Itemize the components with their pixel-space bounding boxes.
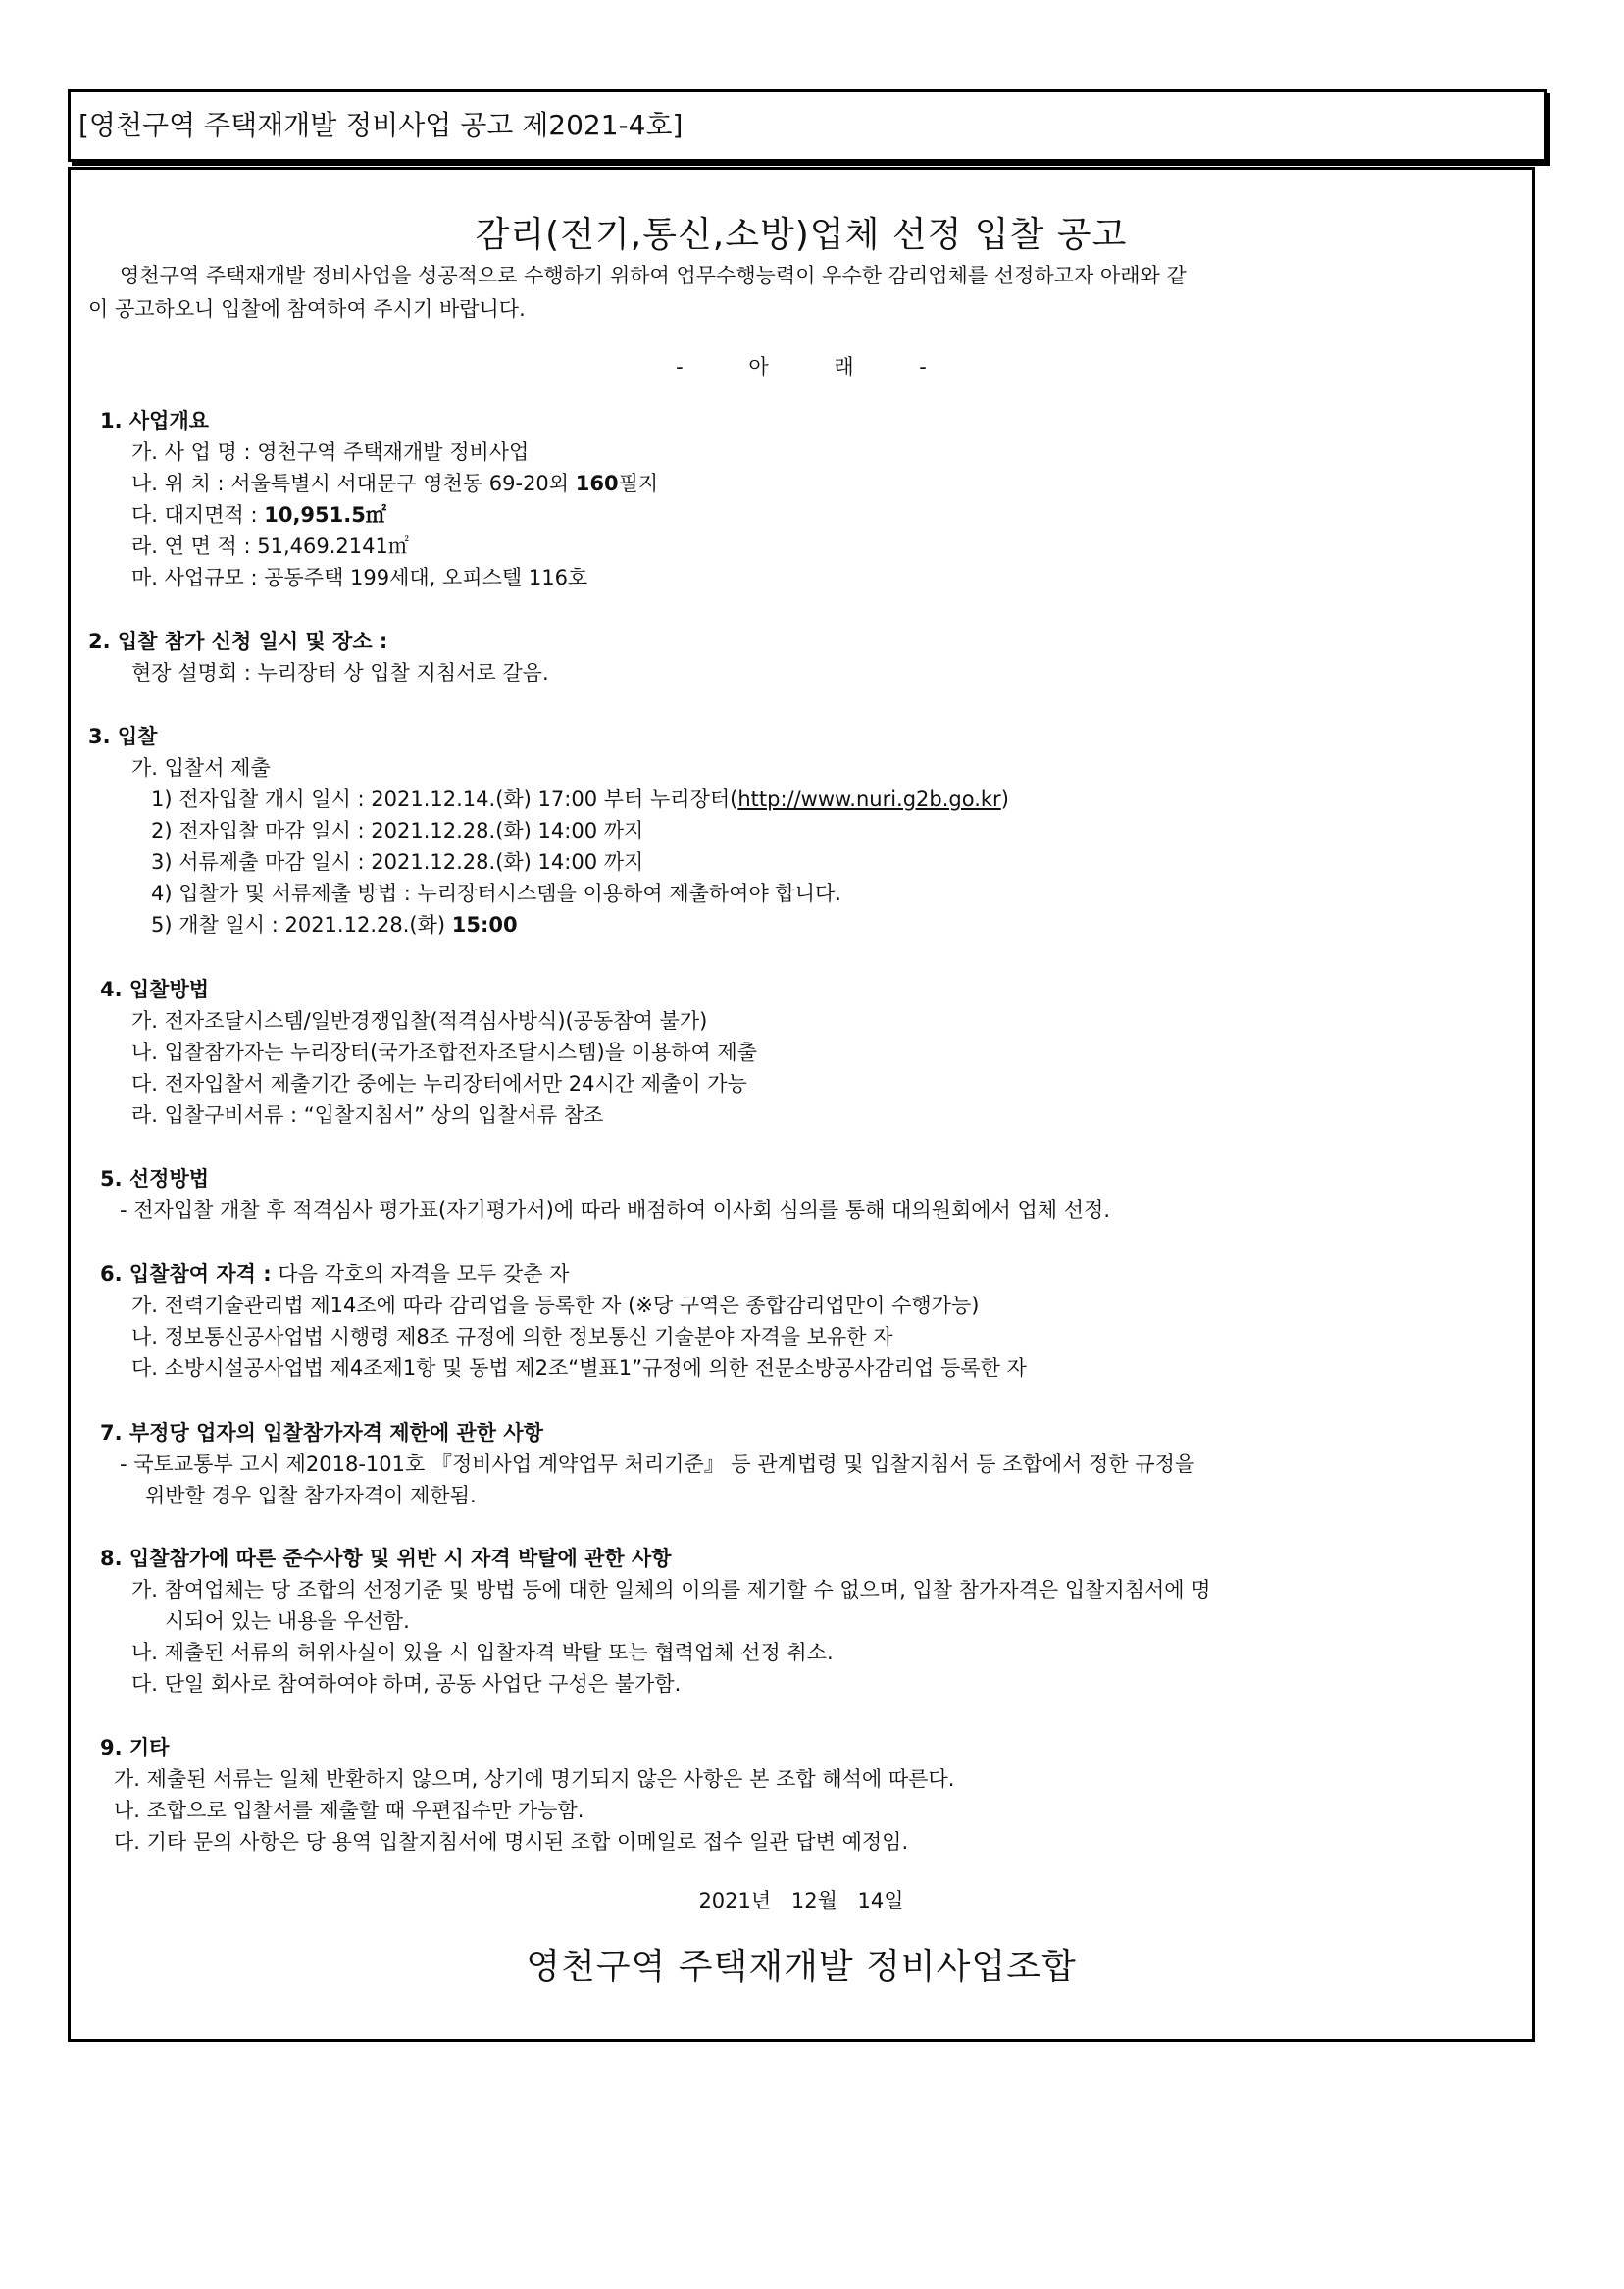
section-1-heading: 1. 사업개요	[100, 409, 210, 432]
section-5-heading: 5. 선정방법	[100, 1167, 210, 1191]
s4-item-ga: 가. 전자조달시스템/일반경쟁입찰(적격심사방식)(공동참여 불가)	[131, 1009, 708, 1033]
s3-item-ga: 가. 입찰서 제출	[131, 756, 271, 780]
s3-item-1-close: )	[1000, 788, 1009, 811]
s6-item-da: 다. 소방시설공사업법 제4조제1항 및 동법 제2조“별표1”규정에 의한 전문소방공사감리업 등록한 자	[131, 1356, 1027, 1380]
s2-body: 현장 설명회 : 누리장터 상 입찰 지침서로 갈음.	[131, 661, 549, 685]
s3-item-1-text: 1) 전자입찰 개시 일시 : 2021.12.14.(화) 17:00 부터 누리장터(	[151, 788, 738, 811]
s1-na-text: 나. 위 치 : 서울특별시 서대문구 영천동 69-20외	[131, 472, 576, 495]
section-8-heading: 8. 입찰참가에 따른 준수사항 및 위반 시 자격 박탈에 관한 사항	[100, 1547, 672, 1570]
arae-heading: - 아 래 -	[676, 355, 927, 379]
s5-body: - 전자입찰 개찰 후 적격심사 평가표(자기평가서)에 따라 배점하여 이사회 심의를 통해 대의원회에서 업체 선정.	[120, 1198, 1110, 1222]
s8-item-ga-2: 시되어 있는 내용을 우선함.	[165, 1609, 410, 1633]
s1-na-bold: 160	[575, 472, 619, 495]
section-9-heading: 9. 기타	[100, 1736, 170, 1759]
s3-item-5-text: 5) 개찰 일시 : 2021.12.28.(화)	[151, 913, 452, 937]
section-4-heading: 4. 입찰방법	[100, 978, 210, 1001]
s3-item-5	[151, 909, 518, 941]
s6-heading-bold: 6. 입찰참여 자격 :	[100, 1262, 272, 1286]
s8-item-da: 다. 단일 회사로 참여하여야 하며, 공동 사업단 구성은 불가함.	[131, 1672, 682, 1696]
s1-item-ma: 마. 사업규모 : 공동주택 199세대, 오피스텔 116호	[131, 566, 588, 589]
s4-item-ra: 라. 입찰구비서류 : “입찰지침서” 상의 입찰서류 참조	[131, 1103, 604, 1127]
notice-frame	[68, 167, 1535, 2042]
s1-item-ga: 가. 사 업 명 : 영천구역 주택재개발 정비사업	[131, 440, 530, 464]
section-3-heading: 3. 입찰	[88, 725, 158, 748]
notice-number: [영천구역 주택재개발 정비사업 공고 제2021-4호]	[78, 109, 684, 141]
intro-line-2: 이 공고하오니 입찰에 참여하여 주시기 바랍니다.	[88, 297, 526, 321]
s9-item-da: 다. 기타 문의 사항은 당 용역 입찰지침서에 명시된 조합 이메일로 접수 일관 답변 예정임.	[114, 1830, 909, 1854]
s3-item-2: 2) 전자입찰 마감 일시 : 2021.12.28.(화) 14:00 까지	[151, 819, 644, 842]
s8-item-na: 나. 제출된 서류의 허위사실이 있을 시 입찰자격 박탈 또는 협력업체 선정 취소.	[131, 1641, 834, 1664]
s1-na-post: 필지	[618, 472, 659, 495]
nuri-link[interactable]: http://www.nuri.g2b.go.kr	[737, 788, 1001, 811]
s3-item-4: 4) 입찰가 및 서류제출 방법 : 누리장터시스템을 이용하여 제출하여야 합니다.	[151, 882, 841, 905]
s1-da-text: 다. 대지면적 :	[131, 503, 265, 527]
s4-item-na: 나. 입찰참가자는 누리장터(국가조합전자조달시스템)을 이용하여 제출	[131, 1041, 758, 1064]
section-7-heading: 7. 부정당 업자의 입찰참가자격 제한에 관한 사항	[100, 1421, 543, 1445]
issuer-organization: 영천구역 주택재개발 정비사업조합	[526, 1947, 1077, 1987]
s8-item-ga-1: 가. 참여업체는 당 조합의 선정기준 및 방법 등에 대한 일체의 이의를 제기할 수 없으며, 입찰 참가자격은 입찰지침서에 명	[131, 1578, 1211, 1602]
notice-date: 2021년 12월 14일	[698, 1889, 904, 1912]
s3-item-5-time: 15:00	[451, 913, 518, 937]
intro-line-1: 영천구역 주택재개발 정비사업을 성공적으로 수행하기 위하여 업무수행능력이 우수한 감리업체를 선정하고자 아래와 같	[120, 264, 1187, 287]
s6-item-na: 나. 정보통신공사업법 시행령 제8조 규정에 의한 정보통신 기술분야 자격을 보유한 자	[131, 1325, 893, 1348]
s6-heading-rest: 다음 각호의 자격을 모두 갖춘 자	[271, 1262, 570, 1286]
section-2-heading: 2. 입찰 참가 신청 일시 및 장소 :	[88, 630, 388, 653]
s7-line-2: 위반할 경우 입찰 참가자격이 제한됨.	[145, 1484, 477, 1507]
notice-number-box	[68, 89, 1547, 162]
s9-item-na: 나. 조합으로 입찰서를 제출할 때 우편접수만 가능함.	[114, 1799, 584, 1822]
s9-item-ga: 가. 제출된 서류는 일체 반환하지 않으며, 상기에 명기되지 않은 사항은 본 조합 해석에 따른다.	[114, 1767, 955, 1791]
s1-item-na	[131, 468, 658, 499]
s1-item-da	[131, 499, 386, 531]
s3-item-3: 3) 서류제출 마감 일시 : 2021.12.28.(화) 14:00 까지	[151, 850, 644, 874]
section-6-heading	[100, 1258, 569, 1290]
s1-da-bold: 10,951.5㎡	[264, 503, 386, 527]
s4-item-da: 다. 전자입찰서 제출기간 중에는 누리장터에서만 24시간 제출이 가능	[131, 1072, 747, 1095]
s7-line-1: - 국토교통부 고시 제2018-101호 『정비사업 계약업무 처리기준』 등 관계법령 및 입찰지침서 등 조합에서 정한 규정을	[120, 1452, 1195, 1476]
s3-item-1	[151, 784, 1009, 815]
s6-item-ga: 가. 전력기술관리법 제14조에 따라 감리업을 등록한 자 (※당 구역은 종합감리업만이 수행가능)	[131, 1294, 980, 1317]
document-title: 감리(전기,통신,소방)업체 선정 입찰 공고	[475, 215, 1128, 255]
s1-item-ra: 라. 연 면 적 : 51,469.2141㎡	[131, 534, 409, 558]
